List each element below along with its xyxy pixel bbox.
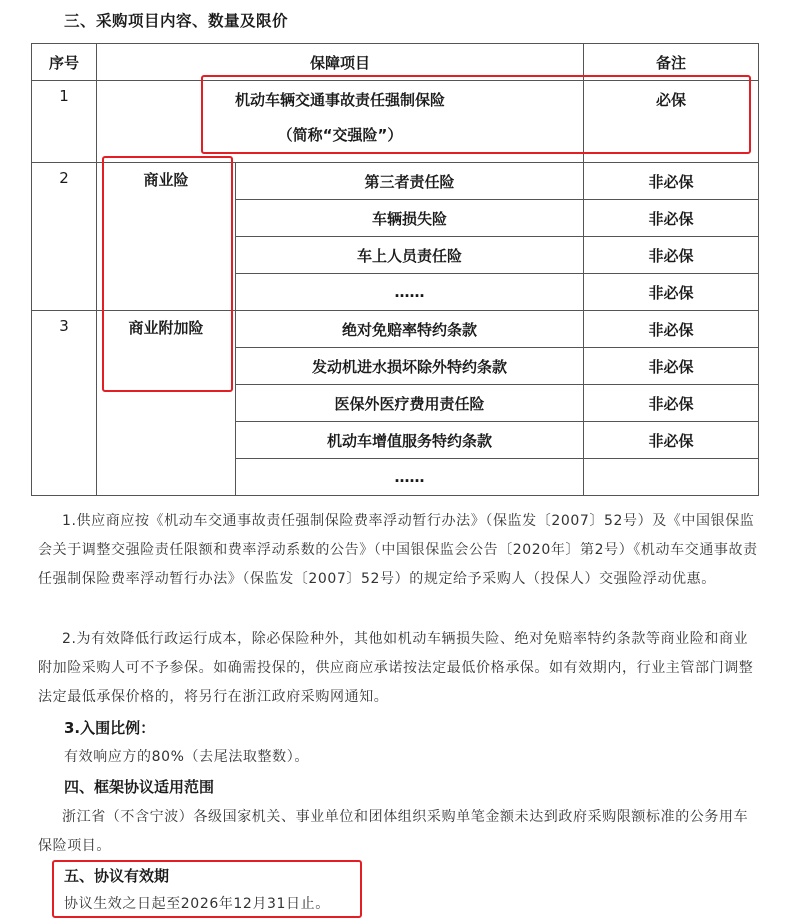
row-note: 非必保: [584, 311, 759, 348]
table-header-row: [32, 44, 759, 81]
section3-3-heading: 3.入围比例：: [64, 719, 156, 737]
header-note: 备注: [584, 44, 759, 81]
section5-text: 协议生效之日起至2026年12月31日止。: [64, 896, 330, 912]
row-note: 非必保: [584, 274, 759, 311]
item-line1: 机动车辆交通事故责任强制保险: [235, 91, 446, 109]
row-item: 第三者责任险: [236, 163, 584, 200]
row-item: ……: [236, 459, 584, 496]
row-item: [97, 81, 584, 163]
item-line2: （简称“交强险”）: [277, 126, 403, 144]
row-number: 1: [32, 81, 97, 163]
category-label: 商业附加险: [97, 311, 236, 496]
insurance-table: [31, 43, 759, 496]
row-note: 非必保: [584, 348, 759, 385]
row-item: 绝对免赔率特约条款: [236, 311, 584, 348]
row-item: 医保外医疗费用责任险: [236, 385, 584, 422]
section4-heading: 四、框架协议适用范围: [64, 778, 215, 796]
row-item: ……: [236, 274, 584, 311]
row-item: 发动机进水损坏除外特约条款: [236, 348, 584, 385]
row-note: [584, 459, 759, 496]
note-paragraph-2: 2.为有效降低行政运行成本，除必保险种外，其他如机动车辆损失险、绝对免赔率特约条款等商业险和商业附加险采购人可不予参保。如确需投保的，供应商应承诺按法定最低价格承保。如有效期内，行业主管部门调整法定最低承保价格的，将另行在浙江政府采购网通知。: [38, 631, 754, 705]
header-seq: 序号: [32, 44, 97, 81]
row-note: 非必保: [584, 422, 759, 459]
note-paragraph-1: 1.供应商应按《机动车交通事故责任强制保险费率浮动暂行办法》（保监发〔2007〕52号）及《中国银保监会关于调整交强险责任限额和费率浮动系数的公告》（中国银保监会公告〔2020年〕第2号）《机动车交通事故责任强制保险费率浮动暂行办法》（保监发〔2007〕52号）的规定给予采购人（投保人）交强险浮动优惠。: [38, 513, 758, 587]
row-number: 3: [32, 311, 97, 496]
header-item: 保障项目: [97, 44, 584, 81]
table-row: [32, 163, 759, 200]
note-text: 必保: [656, 91, 687, 109]
row-note: 非必保: [584, 385, 759, 422]
row-item: 车辆损失险: [236, 200, 584, 237]
row-item: 车上人员责任险: [236, 237, 584, 274]
row-note: 非必保: [584, 200, 759, 237]
row-note: 非必保: [584, 163, 759, 200]
section5-heading: 五、协议有效期: [64, 867, 170, 885]
table-row: [32, 81, 759, 163]
row-item: 机动车增值服务特约条款: [236, 422, 584, 459]
table-row: [32, 311, 759, 348]
section4-text: 浙江省（不含宁波）各级国家机关、事业单位和团体组织采购单笔金额未达到政府采购限额标准的公务用车保险项目。: [38, 809, 749, 854]
row-note: 非必保: [584, 237, 759, 274]
section3-3-text: 有效响应方的80%（去尾法取整数）。: [64, 749, 309, 765]
row-note: [584, 81, 759, 163]
category-label: 商业险: [97, 163, 236, 311]
section3-heading: 三、采购项目内容、数量及限价: [64, 12, 289, 30]
row-number: 2: [32, 163, 97, 311]
